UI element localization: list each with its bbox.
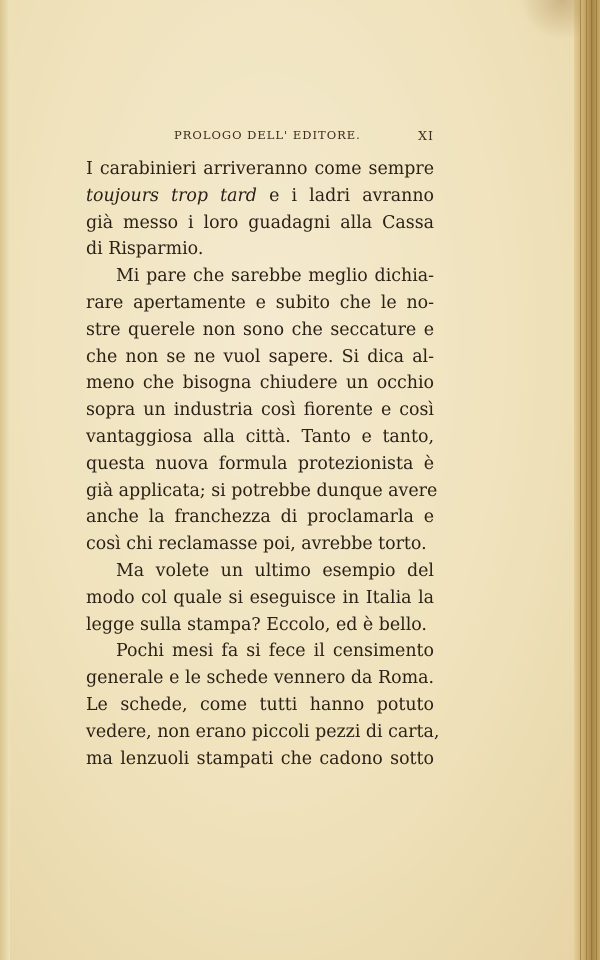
text-line: già applicata; si potrebbe dunque avere xyxy=(86,480,438,501)
foxing-stain xyxy=(520,0,580,40)
text-line: legge sulla stampa? Eccolo, ed è bello. xyxy=(86,614,427,635)
page-number: XI xyxy=(418,128,434,143)
text-line: vedere, non erano piccoli pezzi di carta, xyxy=(86,721,440,742)
page-gutter xyxy=(0,0,10,960)
text-line: stre querele non sono che seccature e xyxy=(86,319,434,340)
text-line: Ma volete un ultimo esempio del xyxy=(116,560,434,581)
page-edge-line xyxy=(586,0,587,960)
page-header xyxy=(86,128,434,150)
text-line: sopra un industria così fiorente e così xyxy=(86,400,434,421)
text-line: Le schede, come tutti hanno potuto xyxy=(86,694,434,715)
text-line: modo col quale si eseguisce in Italia la xyxy=(86,587,434,608)
text-line: rare apertamente e subito che le no- xyxy=(86,292,434,313)
body-text xyxy=(86,156,440,772)
text-line: Pochi mesi fa si fece il censimento xyxy=(116,641,434,662)
text-line: di Risparmio. xyxy=(86,239,204,260)
text-line: I carabinieri arriveranno come sempre xyxy=(86,159,434,179)
text-line: meno che bisogna chiudere un occhio xyxy=(86,373,434,394)
text-line: anche la franchezza di proclamarla e xyxy=(86,507,434,528)
page-edges xyxy=(574,0,600,960)
text-line: Mi pare che sarebbe meglio dichia- xyxy=(116,266,434,287)
text-line: già messo i loro guadagni alla Cassa xyxy=(86,212,434,233)
text-line: questa nuova formula protezionista è xyxy=(86,453,434,474)
text-fragment: e i ladri avranno xyxy=(256,185,434,206)
text-line: così chi reclamasse poi, avrebbe torto. xyxy=(86,534,427,555)
text-line: vantaggiosa alla città. Tanto e tanto, xyxy=(86,426,434,447)
text-line xyxy=(86,183,434,210)
text-line: generale e le schede vennero da Roma. xyxy=(86,668,434,689)
italic-phrase: toujours trop tard xyxy=(86,185,257,206)
page-edge-line xyxy=(580,0,581,960)
text-line: ma lenzuoli stampati che cadono sotto xyxy=(86,748,434,769)
text-line: che non se ne vuol sapere. Si dica al- xyxy=(86,346,434,367)
page-edge-line xyxy=(591,0,592,960)
running-head: PROLOGO DELL' EDITORE. xyxy=(174,128,361,142)
page-edge-line xyxy=(596,0,597,960)
